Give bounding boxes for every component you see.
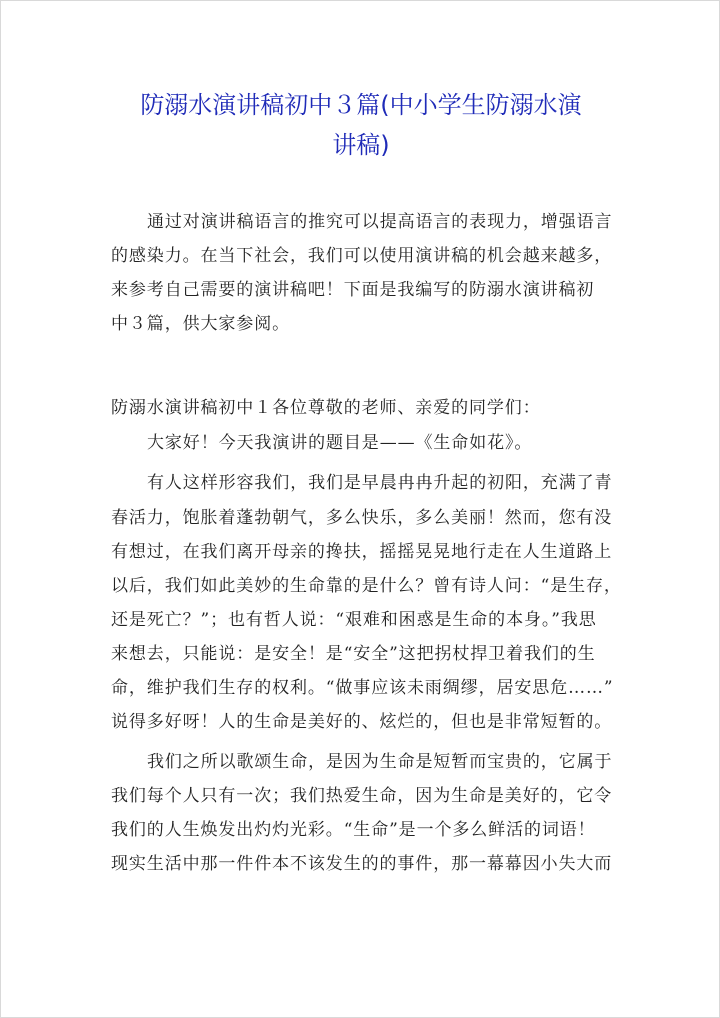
body-line: 来想去，只能说：是安全！是“安全”这把拐杖捍卫着我们的生 — [111, 644, 596, 664]
body-line: 春活力，饱胀着蓬勃朝气，多么快乐，多么美丽！然而，您有没 — [111, 508, 613, 528]
body-line: 命，维护我们生存的权利。“做事应该未雨绸缪，居安思危……” — [111, 678, 614, 698]
document-title-line-2: 讲稿) — [332, 131, 390, 159]
intro-line: 的感染力。在当下社会，我们可以使用演讲稿的机会越来越多， — [111, 246, 613, 266]
body-line: 有人这样形容我们，我们是早晨冉冉升起的初阳，充满了青 — [147, 473, 613, 493]
intro-line: 来参考自己需要的演讲稿吧！下面是我编写的防溺水演讲稿初 — [111, 280, 595, 300]
body-line: 我们的人生焕发出灼灼光彩。“生命”是一个多么鲜活的词语！ — [111, 820, 596, 840]
document-title-line-1: 防溺水演讲稿初中３篇(中小学生防溺水演 — [140, 91, 582, 119]
body-line: 大家好！今天我演讲的题目是——《生命如花》。 — [147, 433, 533, 453]
body-line: 还是死亡？”；也有哲人说：“艰难和困惑是生命的本身。”我思 — [111, 610, 597, 630]
body-line: 说得多好呀！人的生命是美好的、炫烂的，但也是非常短暂的。 — [111, 712, 613, 732]
body-line: 我们之所以歌颂生命，是因为生命是短暂而宝贵的，它属于 — [147, 752, 613, 772]
body-line: 以后，我们如此美妙的生命靠的是什么？曾有诗人问：“是生存， — [111, 576, 622, 596]
intro-line: 中３篇，供大家参阅。 — [111, 314, 290, 334]
intro-line: 通过对演讲稿语言的推究可以提高语言的表现力，增强语言 — [147, 212, 613, 232]
body-line: 我们每个人只有一次；我们热爱生命，因为生命是美好的，它令 — [111, 786, 613, 806]
body-line: 现实生活中那一件件本不该发生的的事件，那一幕幕因小失大而 — [111, 854, 613, 874]
body-line: 有想过，在我们离开母亲的搀扶，摇摇晃晃地行走在人生道路上 — [111, 542, 613, 562]
body-line: 防溺水演讲稿初中１各位尊敬的老师、亲爱的同学们： — [111, 398, 541, 418]
